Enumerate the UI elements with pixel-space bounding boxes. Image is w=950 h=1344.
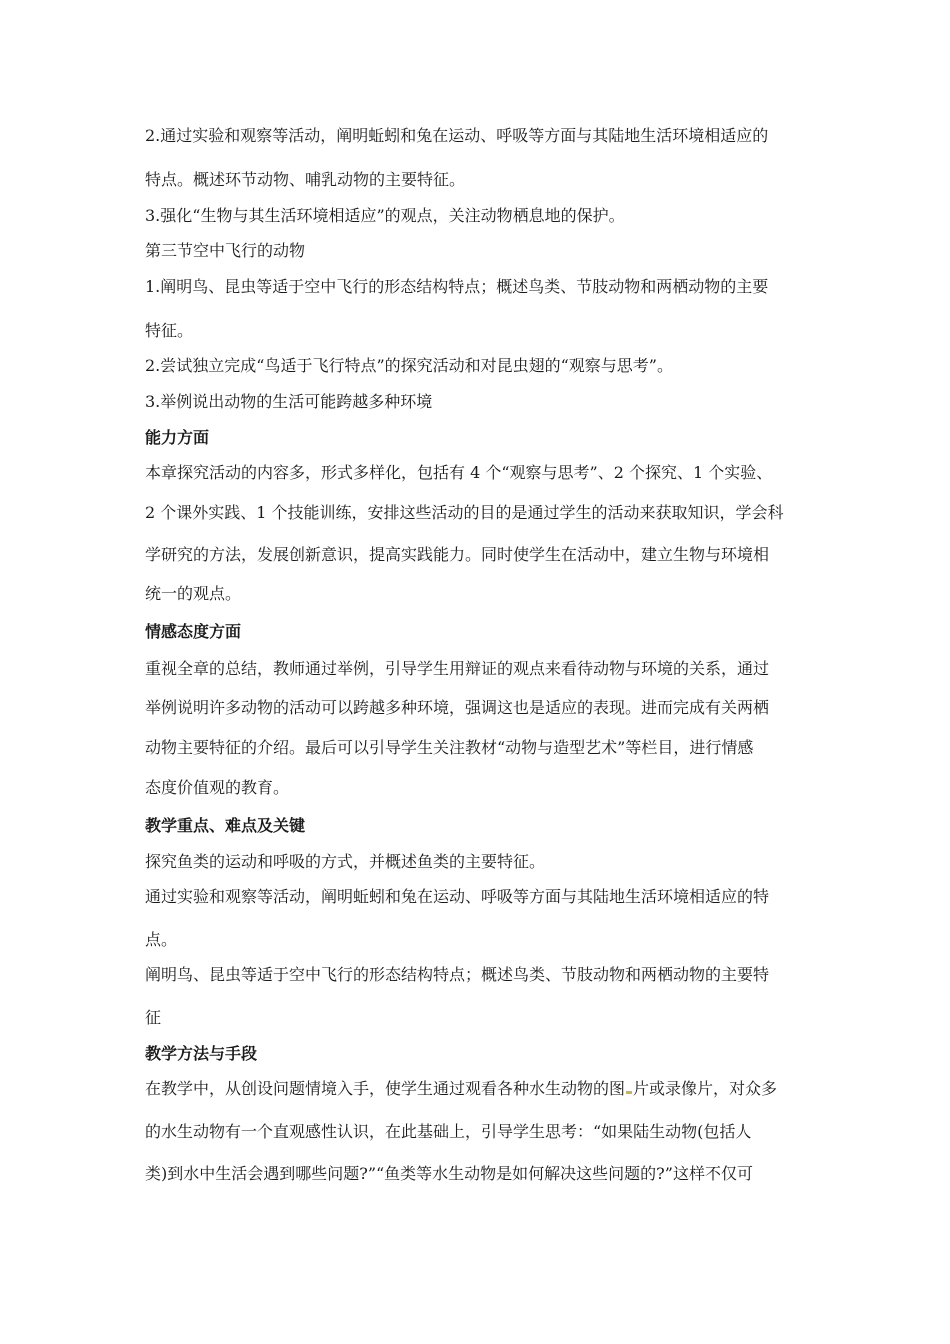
text-line (145, 1079, 815, 1099)
text-line: 3.举例说出动物的生活可能跨越多种环境 (145, 392, 433, 411)
text-line: 学研究的方法，发展创新意识，提高实践能力。同时使学生在活动中，建立生物与环境相 (145, 545, 770, 564)
text-line: 阐明鸟、昆虫等适于空中飞行的形态结构特点；概述鸟类、节肢动物和两栖动物的主要特 (145, 965, 770, 984)
highlight-mark (626, 1091, 632, 1094)
text-line: 重视全章的总结，教师通过举例，引导学生用辩证的观点来看待动物与环境的关系，通过 (145, 659, 770, 678)
text-line: 探究鱼类的运动和呼吸的方式，并概述鱼类的主要特征。 (145, 852, 546, 871)
text-line: 举例说明许多动物的活动可以跨越多种环境，强调这也是适应的表现。进而完成有关两栖 (145, 698, 770, 717)
text-line: 第三节空中飞行的动物 (145, 241, 306, 260)
text-line: 征 (145, 1008, 162, 1027)
text-line: 特征。 (145, 321, 194, 340)
text-line: 本章探究活动的内容多，形式多样化，包括有 4 个“观察与思考”、2 个探究、1 个实验、 (145, 463, 773, 482)
section-heading: 教学方法与手段 (145, 1044, 258, 1063)
text-line: 2.尝试独立完成“鸟适于飞行特点”的探究活动和对昆虫翅的“观察与思考”。 (145, 356, 673, 375)
text-line: 类)到水中生活会遇到哪些问题?”“鱼类等水生动物是如何解决这些问题的?”这样不仅可 (145, 1164, 753, 1183)
section-heading: 情感态度方面 (145, 622, 242, 641)
text-segment: 在教学中，从创设问题情境入手，使学生通过观看各种水生动物的图 (145, 1079, 626, 1098)
text-line: 通过实验和观察等活动，阐明蚯蚓和兔在运动、呼吸等方面与其陆地生活环境相适应的特 (145, 887, 770, 906)
text-line: 特点。概述环节动物、哺乳动物的主要特征。 (145, 170, 466, 189)
section-heading: 能力方面 (145, 428, 210, 447)
text-line: 3.强化“生物与其生活环境相适应”的观点，关注动物栖息地的保护。 (145, 206, 625, 225)
text-line: 态度价值观的教育。 (145, 778, 290, 797)
text-line: 1.阐明鸟、昆虫等适于空中飞行的形态结构特点；概述鸟类、节肢动物和两栖动物的主要 (145, 277, 769, 296)
text-segment: 片或录像片，对众多 (633, 1079, 778, 1098)
text-line: 点。 (145, 930, 178, 949)
text-line: 的水生动物有一个直观感性认识，在此基础上，引导学生思考：“如果陆生动物(包括人 (145, 1122, 752, 1141)
text-line: 2 个课外实践、1 个技能训练，安排这些活动的目的是通过学生的活动来获取知识，学会科 (145, 503, 784, 522)
text-line: 2.通过实验和观察等活动，阐明蚯蚓和兔在运动、呼吸等方面与其陆地生活环境相适应的 (145, 126, 769, 145)
text-line: 动物主要特征的介绍。最后可以引导学生关注教材“动物与造型艺术”等栏目，进行情感 (145, 738, 754, 757)
section-heading: 教学重点、难点及关键 (145, 816, 306, 835)
text-line: 统一的观点。 (145, 584, 242, 603)
